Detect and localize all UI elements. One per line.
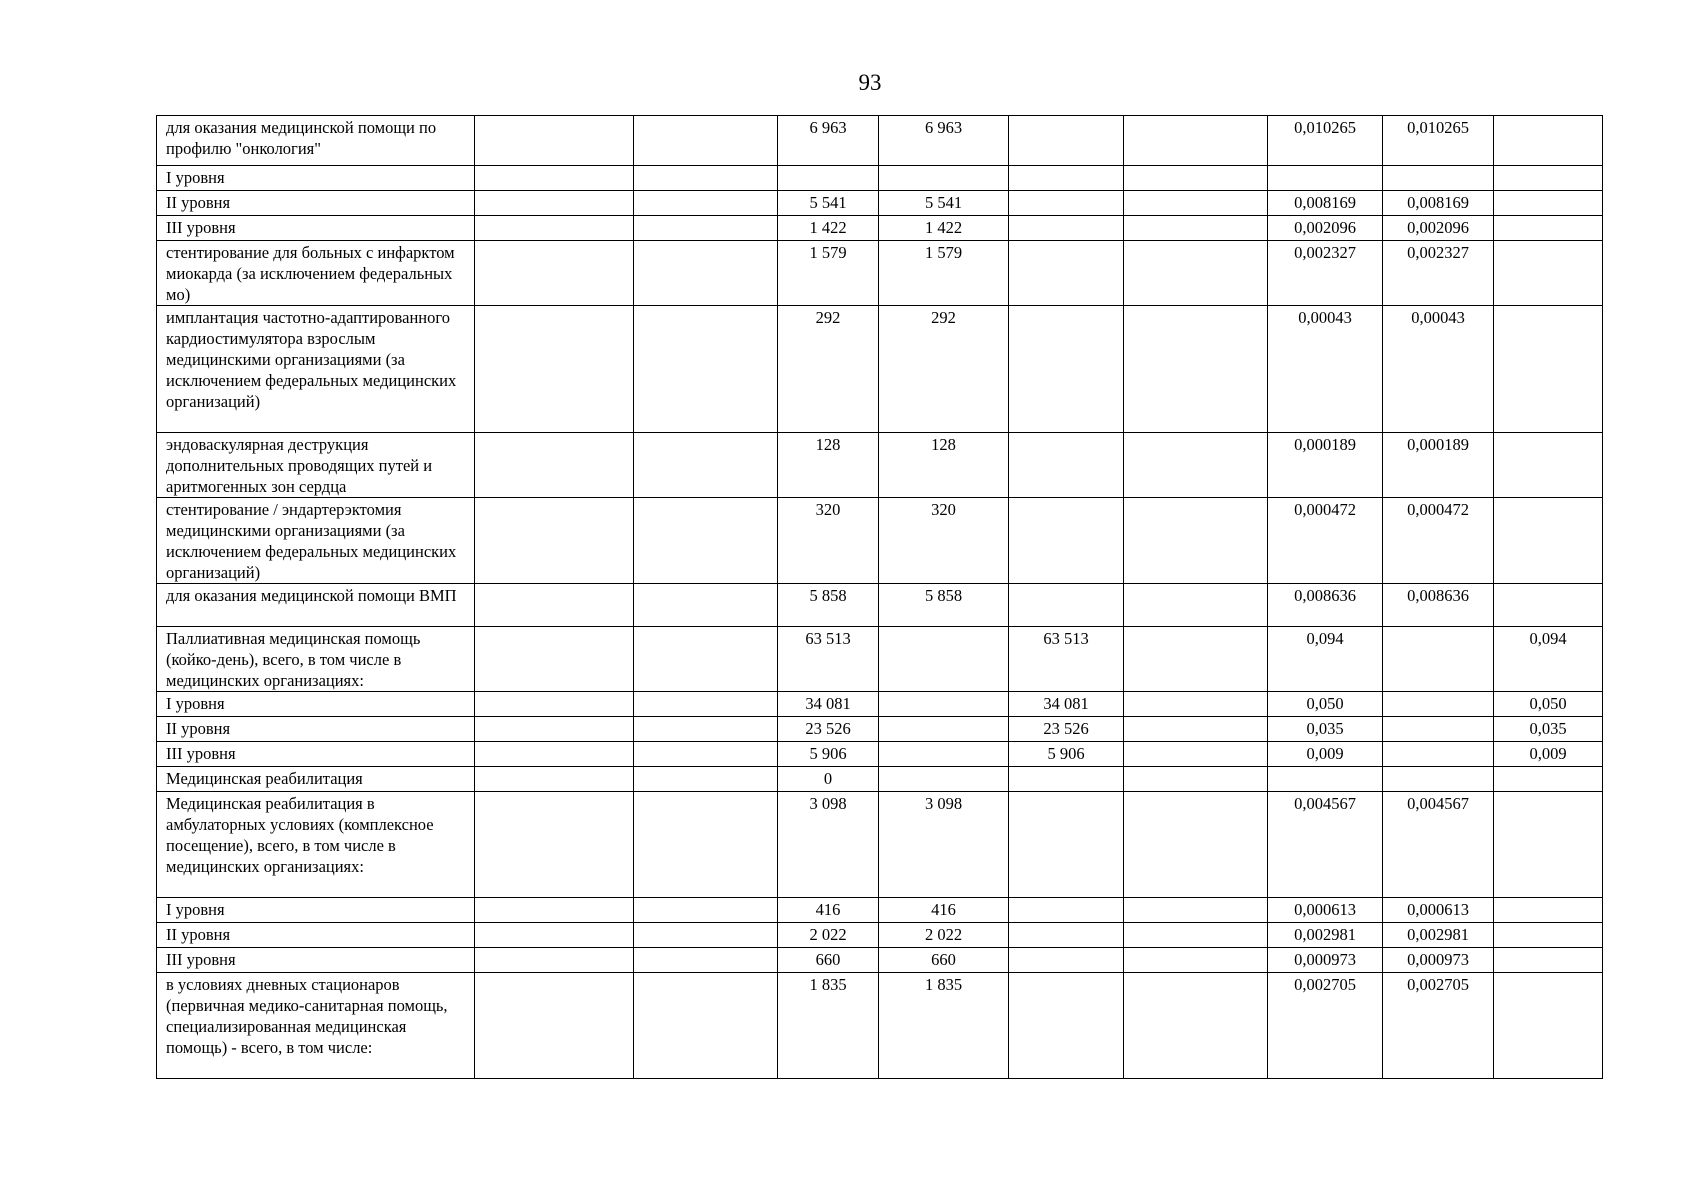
value-cell: 0,002705 [1383, 973, 1494, 1079]
value-cell [1268, 767, 1383, 792]
value-cell: 0 [778, 767, 879, 792]
value-cell: 128 [879, 433, 1009, 498]
value-cell [475, 767, 634, 792]
row-label-cell: для оказания медицинской помощи ВМП [157, 584, 475, 627]
value-cell: 0,002096 [1268, 216, 1383, 241]
value-cell: 0,00043 [1268, 306, 1383, 433]
table-row [157, 241, 1603, 306]
value-cell [475, 216, 634, 241]
value-cell: 3 098 [879, 792, 1009, 898]
value-cell: 0,004567 [1383, 792, 1494, 898]
value-cell [1009, 498, 1124, 584]
value-cell: 5 906 [778, 742, 879, 767]
value-cell [1124, 923, 1268, 948]
value-cell: 0,009 [1268, 742, 1383, 767]
value-cell [1494, 923, 1603, 948]
value-cell [634, 973, 778, 1079]
value-cell [634, 216, 778, 241]
value-cell [634, 241, 778, 306]
value-cell: 0,008169 [1383, 191, 1494, 216]
value-cell [475, 923, 634, 948]
value-cell [1124, 792, 1268, 898]
table-row [157, 498, 1603, 584]
value-cell: 23 526 [778, 717, 879, 742]
value-cell [1268, 166, 1383, 191]
value-cell [879, 627, 1009, 692]
value-cell [475, 948, 634, 973]
value-cell [1494, 792, 1603, 898]
value-cell: 128 [778, 433, 879, 498]
value-cell [1494, 973, 1603, 1079]
table-row [157, 627, 1603, 692]
value-cell: 0,094 [1494, 627, 1603, 692]
value-cell: 0,000613 [1268, 898, 1383, 923]
value-cell: 292 [778, 306, 879, 433]
value-cell: 292 [879, 306, 1009, 433]
value-cell [634, 433, 778, 498]
value-cell [475, 717, 634, 742]
table-row [157, 792, 1603, 898]
value-cell [1124, 433, 1268, 498]
table-row [157, 306, 1603, 433]
value-cell [1383, 742, 1494, 767]
value-cell: 0,000973 [1383, 948, 1494, 973]
value-cell: 63 513 [1009, 627, 1124, 692]
value-cell: 1 579 [879, 241, 1009, 306]
value-cell [1009, 898, 1124, 923]
value-cell: 5 906 [1009, 742, 1124, 767]
value-cell [879, 767, 1009, 792]
value-cell [1124, 306, 1268, 433]
row-label-cell: I уровня [157, 692, 475, 717]
value-cell [1124, 973, 1268, 1079]
value-cell [475, 433, 634, 498]
value-cell [475, 166, 634, 191]
value-cell [475, 898, 634, 923]
value-cell [1009, 191, 1124, 216]
value-cell [634, 717, 778, 742]
value-cell [1009, 584, 1124, 627]
row-label-cell: Паллиативная медицинская помощь (койко-день), всего, в том числе в медицинских организациях: [157, 627, 475, 692]
value-cell: 320 [879, 498, 1009, 584]
row-label-cell: Медицинская реабилитация [157, 767, 475, 792]
value-cell: 0,000472 [1268, 498, 1383, 584]
table-row [157, 692, 1603, 717]
value-cell [1383, 717, 1494, 742]
value-cell: 416 [778, 898, 879, 923]
value-cell [634, 166, 778, 191]
value-cell: 1 422 [879, 216, 1009, 241]
row-label-cell: III уровня [157, 216, 475, 241]
table-row [157, 584, 1603, 627]
value-cell [1009, 923, 1124, 948]
row-label-cell: II уровня [157, 191, 475, 216]
value-cell [475, 627, 634, 692]
value-cell: 0,002327 [1268, 241, 1383, 306]
value-cell [1494, 306, 1603, 433]
value-cell [1009, 767, 1124, 792]
value-cell: 0,000472 [1383, 498, 1494, 584]
value-cell [1124, 191, 1268, 216]
value-cell [475, 241, 634, 306]
value-cell [634, 627, 778, 692]
value-cell: 0,008636 [1268, 584, 1383, 627]
row-label-cell: имплантация частотно-адаптированного кардиостимулятора взрослым медицинскими организациями (за исключением федеральных медицинских организаций) [157, 306, 475, 433]
value-cell: 0,008636 [1383, 584, 1494, 627]
value-cell: 0,000189 [1268, 433, 1383, 498]
value-cell [879, 166, 1009, 191]
value-cell [634, 923, 778, 948]
value-cell [1494, 433, 1603, 498]
value-cell: 0,035 [1268, 717, 1383, 742]
value-cell [1494, 191, 1603, 216]
table-row [157, 166, 1603, 191]
value-cell [634, 948, 778, 973]
value-cell [1009, 948, 1124, 973]
value-cell [475, 306, 634, 433]
value-cell: 0,002096 [1383, 216, 1494, 241]
value-cell: 416 [879, 898, 1009, 923]
value-cell [1494, 166, 1603, 191]
value-cell [475, 973, 634, 1079]
value-cell [1124, 767, 1268, 792]
row-label-cell: III уровня [157, 742, 475, 767]
value-cell [1009, 306, 1124, 433]
value-cell [1009, 973, 1124, 1079]
table-row [157, 742, 1603, 767]
value-cell [634, 898, 778, 923]
value-cell [879, 717, 1009, 742]
value-cell: 0,035 [1494, 717, 1603, 742]
value-cell [1124, 216, 1268, 241]
value-cell [1009, 241, 1124, 306]
value-cell [634, 584, 778, 627]
value-cell [1009, 166, 1124, 191]
value-cell [1009, 433, 1124, 498]
value-cell [1494, 241, 1603, 306]
value-cell [778, 166, 879, 191]
value-cell: 63 513 [778, 627, 879, 692]
value-cell: 0,050 [1268, 692, 1383, 717]
value-cell [1009, 792, 1124, 898]
table-row [157, 191, 1603, 216]
value-cell [1009, 216, 1124, 241]
value-cell: 6 963 [879, 116, 1009, 166]
value-cell: 0,002981 [1268, 923, 1383, 948]
row-label-cell: стентирование для больных с инфарктом миокарда (за исключением федеральных мо) [157, 241, 475, 306]
value-cell [1124, 717, 1268, 742]
table-row [157, 898, 1603, 923]
table-row [157, 433, 1603, 498]
value-cell: 1 422 [778, 216, 879, 241]
value-cell: 5 541 [778, 191, 879, 216]
table-row [157, 767, 1603, 792]
value-cell: 660 [778, 948, 879, 973]
value-cell [1494, 898, 1603, 923]
value-cell: 34 081 [778, 692, 879, 717]
value-cell: 23 526 [1009, 717, 1124, 742]
value-cell [1124, 166, 1268, 191]
value-cell: 0,002327 [1383, 241, 1494, 306]
table-row [157, 717, 1603, 742]
value-cell: 5 858 [879, 584, 1009, 627]
value-cell [634, 498, 778, 584]
value-cell: 3 098 [778, 792, 879, 898]
value-cell: 5 858 [778, 584, 879, 627]
table-row [157, 216, 1603, 241]
value-cell [475, 498, 634, 584]
value-cell: 1 579 [778, 241, 879, 306]
value-cell: 0,00043 [1383, 306, 1494, 433]
value-cell: 0,009 [1494, 742, 1603, 767]
value-cell [879, 692, 1009, 717]
table-row [157, 973, 1603, 1079]
value-cell [475, 792, 634, 898]
value-cell: 34 081 [1009, 692, 1124, 717]
row-label-cell: II уровня [157, 717, 475, 742]
row-label-cell: III уровня [157, 948, 475, 973]
value-cell [1494, 498, 1603, 584]
value-cell: 0,004567 [1268, 792, 1383, 898]
value-cell: 660 [879, 948, 1009, 973]
value-cell [1124, 898, 1268, 923]
value-cell: 320 [778, 498, 879, 584]
row-label-cell: I уровня [157, 898, 475, 923]
value-cell [1383, 166, 1494, 191]
value-cell: 0,002981 [1383, 923, 1494, 948]
table-row [157, 116, 1603, 166]
value-cell [634, 116, 778, 166]
value-cell [1494, 116, 1603, 166]
value-cell [1383, 627, 1494, 692]
value-cell: 0,010265 [1383, 116, 1494, 166]
value-cell [879, 742, 1009, 767]
value-cell [1124, 498, 1268, 584]
value-cell: 0,050 [1494, 692, 1603, 717]
data-table [156, 115, 1603, 1079]
row-label-cell: I уровня [157, 166, 475, 191]
table-row [157, 948, 1603, 973]
value-cell: 0,010265 [1268, 116, 1383, 166]
row-label-cell: стентирование / эндартерэктомия медицинскими организациями (за исключением федеральных медицинских организаций) [157, 498, 475, 584]
value-cell [1383, 767, 1494, 792]
value-cell [475, 191, 634, 216]
value-cell [1009, 116, 1124, 166]
value-cell: 5 541 [879, 191, 1009, 216]
value-cell: 2 022 [778, 923, 879, 948]
value-cell [634, 767, 778, 792]
value-cell [1124, 584, 1268, 627]
row-label-cell: для оказания медицинской помощи по профилю "онкология" [157, 116, 475, 166]
value-cell: 0,000613 [1383, 898, 1494, 923]
row-label-cell: эндоваскулярная деструкция дополнительных проводящих путей и аритмогенных зон сердца [157, 433, 475, 498]
value-cell: 0,000973 [1268, 948, 1383, 973]
row-label-cell: II уровня [157, 923, 475, 948]
row-label-cell: Медицинская реабилитация в амбулаторных условиях (комплексное посещение), всего, в том числе в медицинских организациях: [157, 792, 475, 898]
value-cell [1124, 948, 1268, 973]
value-cell: 0,000189 [1383, 433, 1494, 498]
value-cell [475, 742, 634, 767]
value-cell [1124, 692, 1268, 717]
value-cell [1124, 742, 1268, 767]
page-number: 93 [858, 70, 882, 95]
value-cell [475, 116, 634, 166]
value-cell [634, 692, 778, 717]
value-cell [1124, 116, 1268, 166]
value-cell [1124, 241, 1268, 306]
value-cell: 1 835 [778, 973, 879, 1079]
value-cell: 6 963 [778, 116, 879, 166]
value-cell [634, 742, 778, 767]
value-cell [634, 306, 778, 433]
value-cell [634, 191, 778, 216]
value-cell: 0,094 [1268, 627, 1383, 692]
value-cell [634, 792, 778, 898]
value-cell: 2 022 [879, 923, 1009, 948]
value-cell [1494, 767, 1603, 792]
table-row [157, 923, 1603, 948]
value-cell: 1 835 [879, 973, 1009, 1079]
value-cell [475, 584, 634, 627]
value-cell [475, 692, 634, 717]
row-label-cell: в условиях дневных стационаров (первичная медико-санитарная помощь, специализированная медицинская помощь) - всего, в том числе: [157, 973, 475, 1079]
value-cell [1494, 216, 1603, 241]
value-cell [1124, 627, 1268, 692]
value-cell [1494, 948, 1603, 973]
value-cell: 0,002705 [1268, 973, 1383, 1079]
value-cell: 0,008169 [1268, 191, 1383, 216]
value-cell [1383, 692, 1494, 717]
value-cell [1494, 584, 1603, 627]
